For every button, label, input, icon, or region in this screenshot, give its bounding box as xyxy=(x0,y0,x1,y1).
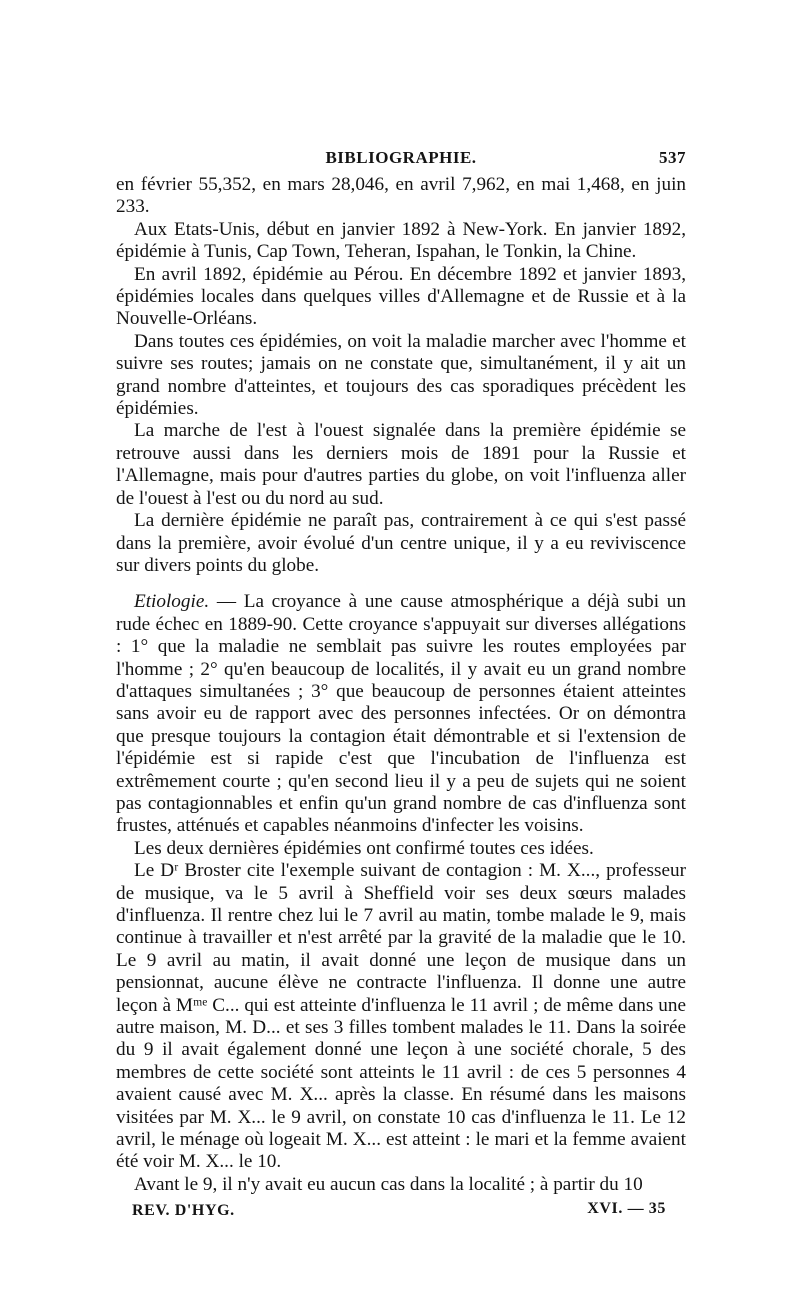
paragraph: En avril 1892, épidémie au Pérou. En décembre 1892 et janvier 1893, épidémies locales dans quelques villes d'Allemagne et de Russie et à la Nouvelle-Orléans. xyxy=(116,263,686,330)
section-heading: Etiologie. xyxy=(134,591,210,613)
paragraph: La dernière épidémie ne paraît pas, contrairement à ce qui s'est passé dans la première, avoir évolué d'un centre unique, il y a eu reviviscence sur divers points du globe. xyxy=(116,510,686,576)
paragraph: Aux Etats-Unis, début en janvier 1892 à New-York. En janvier 1892, épidémie à Tunis, Cap Town, Teheran, Ispahan, le Tonkin, la Chine. xyxy=(116,218,686,263)
paragraph: La marche de l'est à l'ouest signalée dans la première épidémie se retrouve aussi dans les derniers mois de 1891 pour la Russie et l'Allemagne, mais pour d'autres parties du globe, on voit l'influenza aller de l'ouest à l'est ou du nord au sud. xyxy=(116,420,686,509)
paragraph: Avant le 9, il n'y avait eu aucun cas dans la localité ; à partir du 10 xyxy=(134,1173,643,1195)
paragraph: Les deux dernières épidémies ont confirmé toutes ces idées. xyxy=(134,837,594,859)
etiologie-paragraph xyxy=(116,591,686,837)
paragraph: en février 55,352, en mars 28,046, en avril 7,962, en mai 1,468, en juin 233. xyxy=(116,174,686,218)
paragraph: Dans toutes ces épidémies, on voit la maladie marcher avec l'homme et suivre ses routes; jamais on ne constate que, simultanément, il y ait un grand nombre d'atteintes, et toujours des cas sporadiques précèdent les épidémies. xyxy=(116,330,686,420)
running-head xyxy=(116,148,686,174)
journal-signature: REV. D'HYG. xyxy=(132,1202,235,1220)
running-title: BIBLIOGRAPHIE. xyxy=(325,148,477,167)
page-number: 537 xyxy=(659,148,686,167)
body-text xyxy=(116,174,686,1196)
page-footer xyxy=(116,1200,686,1226)
etiologie-text: — La croyance à une cause atmosphérique a déjà subi un rude échec en 1889-90. Cette croyance s'appuyait sur diverses allégations : 1° que la maladie ne semblait pas suivre les routes employées par l'homme ; 2° qu'en beaucoup de localités, il y avait eu un grand nombre d'attaques simultanées ; 3° que beaucoup de personnes étaient atteintes sans avoir eu de rapport avec des personnes infectées. Or on démontra que presque toujours la contagion était démontrable et si l'extension de l'épidémie est si rapide c'est que l'incubation de l'influenza est extrêmement courte ; qu'en second lieu il y a peu de sujets qui ne soient pas contagionnables et enfin qu'un grand nombre de cas d'influenza sont frustes, atténués et capables néanmoins d'infecter les voisins. xyxy=(116,591,686,837)
document-page xyxy=(116,148,686,1226)
paragraph: Le Dʳ Broster cite l'exemple suivant de contagion : M. X..., professeur de musique, va le 5 avril à Sheffield voir ses deux sœurs malades d'influenza. Il rentre chez lui le 7 avril au matin, tombe malade le 9, mais continue à travailler et n'est arrêté par la gravité de la maladie que le 10. Le 9 avril au matin, il avait donné une leçon de musique dans un pensionnat, aucune élève ne contracte l'influenza. Il donne une autre leçon à Mᵐᵉ C... qui est atteinte d'influenza le 11 avril ; de même dans une autre maison, M. D... et ses 3 filles tombent malades le 11. Dans la soirée du 9 il avait également donné une leçon à une société chorale, 5 des membres de cette société sont atteints le 11 avril : de ces 5 personnes 4 avaient causé avec M. X... après la classe. En résumé dans les maisons visitées par M. X... le 9 avril, on constate 10 cas d'influenza le 11. Le 12 avril, le ménage où logeait M. X... est atteint : le mari et la femme avaient été voir M. X... le 10. xyxy=(116,860,686,1173)
volume-signature: XVI. — 35 xyxy=(587,1200,666,1218)
